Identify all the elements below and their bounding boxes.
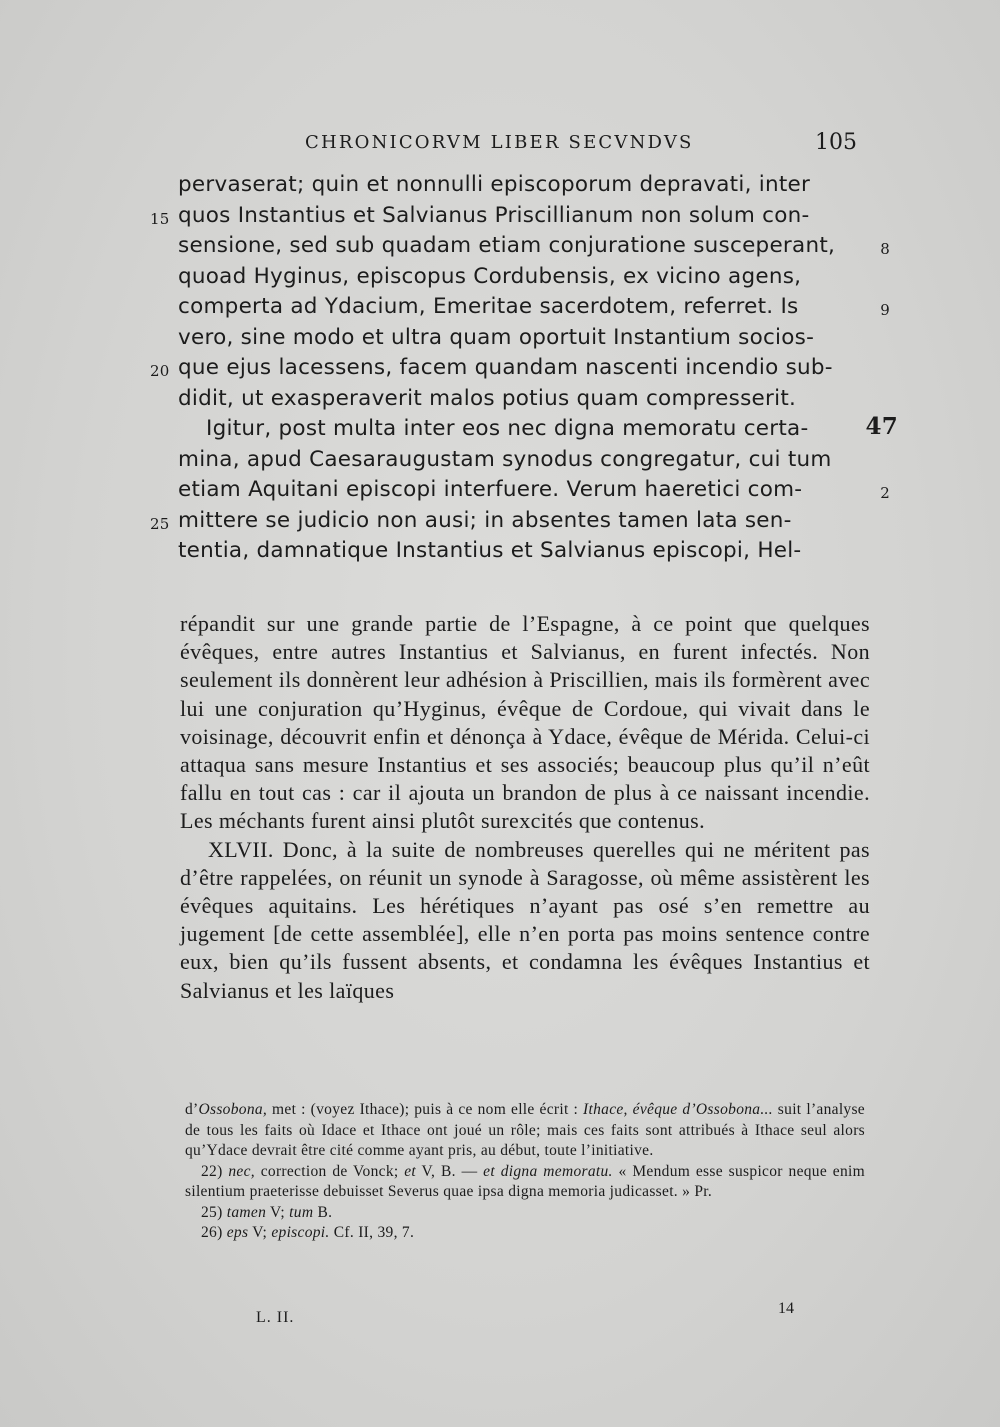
line-number: 25 xyxy=(150,514,170,533)
footnote: 26) eps V; episcopi. Cf. II, 39, 7. xyxy=(201,1224,415,1241)
footnote: 25) tamen V; tum B. xyxy=(201,1203,333,1221)
french-paragraph: XLVII. Donc, à la suite de nombreuses querelles qui ne méritent pas d’être rappelées, on réunit un synode à Saragosse, où même assistèrent les évêques aquitains. Les hérétiques n’ayant pas osé s’en remettre au jugement [de cette assemblée], elle n’en porta pas moins sentence contre eux, bien qu’ils fussent absents, et condamna les évêques Instantius et Salvianus et les laïques xyxy=(180,836,870,1003)
latin-line-text: etiam Aquitani episcopi interfuere. Verum haeretici com- xyxy=(178,477,803,502)
page-number: 105 xyxy=(815,130,857,155)
latin-line-text: quos Instantius et Salvianus Priscillianum non solum con- xyxy=(178,202,810,228)
french-paragraph: répandit sur une grande partie de l’Espagne, à ce point que quelques évêques, entre autres Instantius et Salvianus, en furent infectés. Non seulement ils donnèrent leur adhésion à Priscillien, mais ils formèrent avec lui une conjuration qu’Hyginus, évêque de Cordoue, qui vivait dans le voisinage, découvrit enfin et dénonça à Ydace, évêque de Mérida. Celui-ci attaqua sans mesure Instantius et ses associés; beaucoup plus qu’il n’eût fallu en tout cas : car il ajouta un brandon de plus à ce naissant incendie. Les méchants furent ainsi plutôt surexcités que contenus. xyxy=(180,611,870,834)
latin-line-text: comperta ad Ydacium, Emeritae sacerdotem, referret. Is xyxy=(178,294,799,319)
latin-line-text: vero, sine modo et ultra quam oportuit Instantium socios- xyxy=(178,324,815,350)
latin-line xyxy=(178,536,868,567)
latin-line-text: pervaserat; quin et nonnulli episcoporum depravati, inter xyxy=(178,172,811,197)
latin-text xyxy=(150,170,898,567)
latin-line xyxy=(150,506,868,537)
latin-line xyxy=(178,292,890,323)
line-number: 20 xyxy=(150,362,170,380)
latin-line xyxy=(178,475,890,506)
latin-line-text: mina, apud Caesaraugustam synodus congregatur, cui tum xyxy=(178,446,832,472)
latin-line-text: tentia, damnatique Instantius et Salvianus episcopi, Hel- xyxy=(178,538,802,563)
latin-line xyxy=(178,262,868,293)
chapter-number: 47 xyxy=(865,413,898,440)
latin-line xyxy=(178,170,868,201)
margin-reference: 9 xyxy=(880,301,890,319)
latin-line xyxy=(150,353,868,384)
latin-line xyxy=(178,384,868,415)
sheet-number: 14 xyxy=(778,1300,794,1317)
latin-line-text: sensione, sed sub quadam etiam conjuratione susceperant, xyxy=(178,233,836,258)
latin-line-text: Igitur, post multa inter eos nec digna memoratu certa- xyxy=(206,416,809,441)
latin-line-text: didit, ut exasperaverit malos potius quam compresserit. xyxy=(178,385,797,411)
latin-line xyxy=(178,323,868,354)
line-number: 15 xyxy=(150,209,170,228)
footnote: d’Ossobona, met : (voyez Ithace); puis à ce nom elle écrit : Ithace, évêque d’Ossobona... suit l’analyse de tous les faits où Idace et Ithace ont joué un rôle; mais ces faits sont attribués à Ithace seul alors qu’Ydace devrait être cité comme ayant pris, au début, toute l’initiative. xyxy=(185,1101,865,1159)
signature-mark: L. II. xyxy=(256,1309,295,1326)
footnotes xyxy=(185,1100,865,1244)
footnote: 22) nec, correction de Vonck; et V, B. — et digna memoratu. « Mendum esse suspicor neque enim silentium praeterisse debuisset Severus quae ipsa digna memoria judicasset. » Pr. xyxy=(185,1162,865,1200)
latin-line-text: que ejus lacessens, facem quandam nascenti incendio sub- xyxy=(178,355,833,380)
margin-reference: 8 xyxy=(880,240,890,258)
latin-line xyxy=(150,201,868,232)
latin-line-text: quoad Hyginus, episcopus Cordubensis, ex vicino agens, xyxy=(178,263,802,289)
running-title: CHRONICORVM LIBER SECVNDVS xyxy=(305,132,694,153)
margin-reference: 2 xyxy=(880,484,890,502)
latin-line xyxy=(178,231,890,262)
latin-line-text: mittere se judicio non ausi; in absentes tamen lata sen- xyxy=(178,507,792,533)
french-translation xyxy=(180,610,870,1005)
latin-line xyxy=(178,413,898,445)
running-header xyxy=(305,132,865,153)
latin-line xyxy=(178,445,868,476)
